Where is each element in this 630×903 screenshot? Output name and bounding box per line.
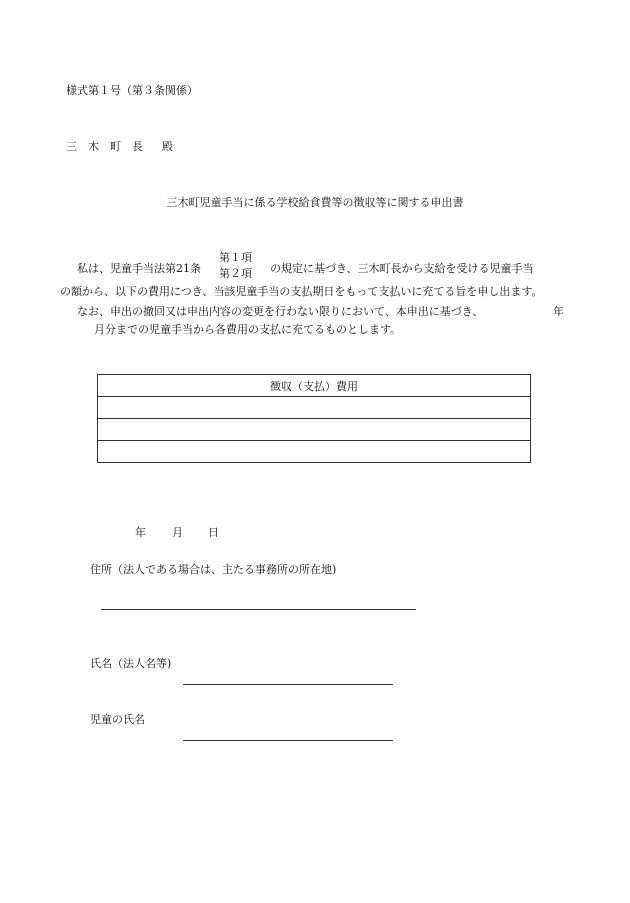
year-suffix: 年 xyxy=(553,305,564,318)
addressee-char: 町 xyxy=(110,140,121,153)
table-row[interactable] xyxy=(98,419,531,441)
fee-table-header-row xyxy=(98,375,531,397)
table-row[interactable] xyxy=(98,397,531,419)
fee-entry-cell[interactable] xyxy=(98,419,531,441)
fee-table-header: 徴収（支払）費用 xyxy=(98,375,531,397)
clause-option-1[interactable]: 第１項 xyxy=(219,251,252,264)
addressee-honorific: 殿 xyxy=(162,140,173,153)
addressee-char: 木 xyxy=(88,140,99,153)
form-number: 様式第１号（第３条関係） xyxy=(66,84,198,97)
clause-options[interactable] xyxy=(219,250,252,282)
date-field[interactable] xyxy=(135,524,219,540)
body-text-line: の規定に基づき、三木町長から支給を受ける児童手当 xyxy=(270,262,534,275)
date-year-label: 年 xyxy=(135,526,146,539)
fee-entry-cell[interactable] xyxy=(98,441,531,463)
addressee xyxy=(66,138,173,154)
body-text-line: 私は、児童手当法第21条 xyxy=(77,262,201,275)
address-input-line[interactable] xyxy=(101,609,416,610)
document-title: 三木町児童手当に係る学校給食費等の徴収等に関する申出書 xyxy=(166,196,464,209)
name-input-line[interactable] xyxy=(183,684,393,685)
date-month-label: 月 xyxy=(172,526,183,539)
body-text-line: の額から、以下の費用につき、当該児童手当の支払期日をもって支払いに充てる旨を申し出ます。 xyxy=(60,285,543,298)
addressee-char: 三 xyxy=(66,140,77,153)
body-text-line: なお、申出の撤回又は申出内容の変更を行わない限りにおいて、本申出に基づき、 xyxy=(77,305,484,318)
clause-option-2[interactable]: 第２項 xyxy=(219,267,252,280)
body-text-line: 月分までの児童手当から各費用の支払に充てるものとします。 xyxy=(94,323,402,336)
addressee-char: 長 xyxy=(132,140,143,153)
date-day-label: 日 xyxy=(208,526,219,539)
name-label: 氏名（法人名等) xyxy=(90,657,172,670)
child-name-label: 児童の氏名 xyxy=(90,713,145,726)
fee-table xyxy=(97,374,531,463)
fee-entry-cell[interactable] xyxy=(98,397,531,419)
table-row[interactable] xyxy=(98,441,531,463)
address-label: 住所（法人である場合は、主たる事務所の所在地) xyxy=(90,563,337,576)
child-name-input-line[interactable] xyxy=(183,740,393,741)
